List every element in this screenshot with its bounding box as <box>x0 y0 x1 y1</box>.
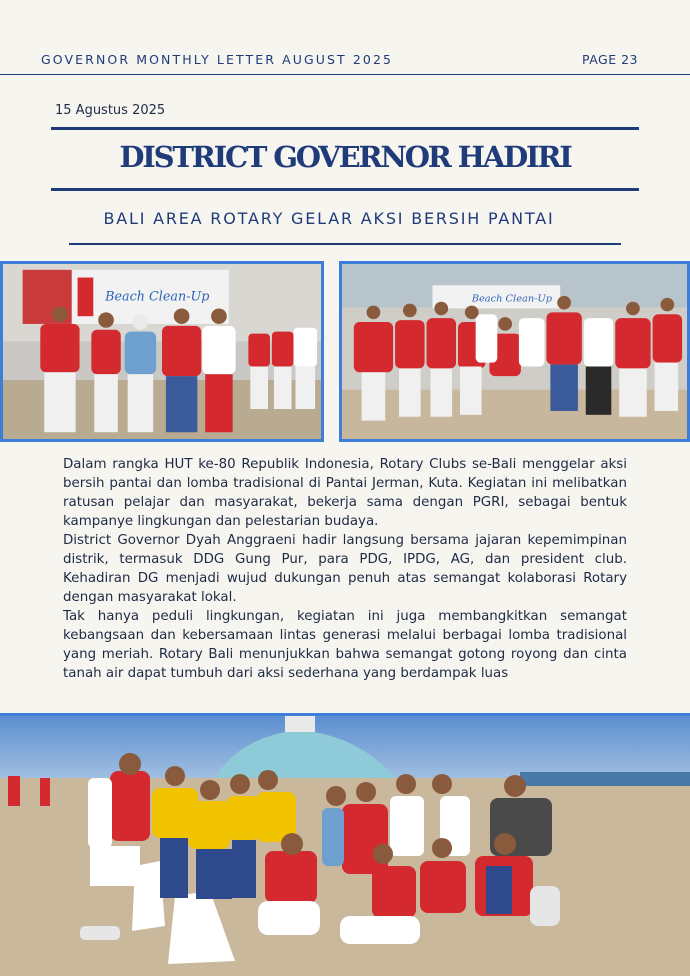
photo-beach-group <box>0 713 690 976</box>
banner-text-right: Beach Clean-Up <box>471 293 553 305</box>
article-date: 15 Agustus 2025 <box>55 103 166 118</box>
paragraph-1: Dalam rangka HUT ke-80 Republik Indonesia, Rotary Clubs se-Bali menggelar aksi bersih pantai dan lomba tradisional di Pantai Jerman, Kuta. Kegiatan ini melibatkan ratusan pelajar dan masyarakat, bekerja sama dengan PGRI, sebagai bentuk kampanye lingkungan dan pelestarian budaya. <box>63 457 627 529</box>
title-rule-top <box>51 127 639 130</box>
article-title: DISTRICT GOVERNOR HADIRI <box>119 140 571 174</box>
article-body <box>63 455 627 683</box>
subtitle-rule <box>69 243 621 245</box>
article-subtitle: BALI AREA ROTARY GELAR AKSI BERSIH PANTAI <box>103 209 555 228</box>
banner-text-left: Beach Clean-Up <box>105 288 210 304</box>
page-header <box>0 0 690 75</box>
photo-group-left <box>0 261 324 442</box>
page-number: PAGE 23 <box>581 52 638 67</box>
title-rule-bottom <box>51 188 639 191</box>
paragraph-3: Tak hanya peduli lingkungan, kegiatan ini juga membangkitkan semangat kebangsaan dan kebersamaan lintas generasi melalui berbagai lomba tradisional yang meriah. Rotary Bali menunjukkan bahwa semangat gotong royong dan cinta tanah air dapat tumbuh dari aksi sederhana yang berdampak luas <box>63 609 627 681</box>
newsletter-title: GOVERNOR MONTHLY LETTER AUGUST 2025 <box>41 52 394 67</box>
photo-group-right <box>339 261 690 442</box>
paragraph-2: District Governor Dyah Anggraeni hadir langsung bersama jajaran kepemimpinan distrik, termasuk DDG Gung Pur, para PDG, IPDG, AG, dan president club. Kehadiran DG menjadi wujud dukungan penuh atas semangat kolaborasi Rotary dengan masyarakat lokal. <box>63 533 627 605</box>
